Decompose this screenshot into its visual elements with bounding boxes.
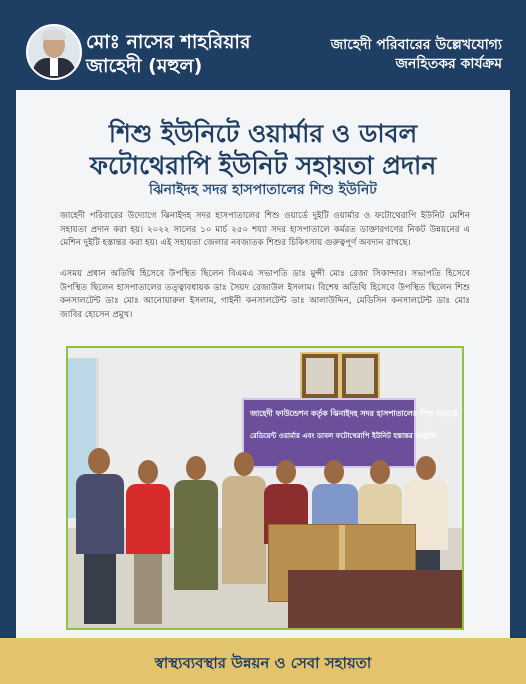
subheadline: ঝিনাইদহ সদর হাসপাতালের শিশু ইউনিট — [149, 182, 377, 198]
header-tagline — [331, 36, 502, 74]
tagline-line-1: জাহেদী পরিবারের উল্লেখযোগ্য — [330, 37, 502, 53]
portrait-frame-left — [300, 352, 340, 400]
paragraph-2: এসময় প্রধান অতিথি হিসেবে উপস্থিত ছিলেন বিএমএ সভাপতি ডাঃ মুন্সী মোঃ রেজা সিকান্দার। সভাপতি হিসেবে উপস্থিত ছিলেন হাসপাতালের তত্ত্বাবধায়ক ডাঃ সৈয়দ রেজাউল ইসলাম। বিশেষ অতিথি হিসেবে উপস্থিত ছিলেন শিশু কনসালটেন্ট ডাঃ মোঃ আনোয়ারুল ইসলাম, গাইনী কনসালটেন্ট ডাঃ আলাউদ্দিন, মেডিসিন কনসালটেন্ট ডাঃ মোঃ জাবির হোসেন প্রমুখ। — [60, 269, 470, 320]
name-line-2: জাহেদী (মহুল) — [86, 55, 203, 77]
content-panel — [16, 90, 510, 638]
tagline-line-2: জনহিতকর কার্যক্রম — [395, 56, 502, 72]
person-name — [86, 30, 250, 78]
portrait-frame-right — [340, 352, 380, 400]
event-photo — [66, 346, 464, 630]
paragraph-1: জাহেদী পরিবারের উদ্যোগে ঝিনাইদহ সদর হাসপাতালের শিশু ওয়ার্ডে দুইটি ওয়ার্মার ও ফটোথেরাপি ইউনিট মেশিন সহায়তা প্রদান করা হয়। ২০২২ সালের ১০ মার্চ ২৫০ শয্যা সদর হাসপাতালে কর্মরত ডাক্তারগণের নিকট উন্নয়নের এ মেশিন দুইটি হস্তান্তর করা হয়। এই সহায়তা জেলার নবজাতক শিশুর চিকিৎসায় গুরুত্বপূর্ণ অবদান রাখছে। — [60, 211, 470, 248]
headline-line-2: ফটোথেরাপি ইউনিট সহায়তা প্রদান — [89, 151, 437, 180]
headline-line-1: শিশু ইউনিটে ওয়ার্মার ও ডাবল — [108, 119, 418, 148]
footer-text: স্বাস্থ্যব্যবস্থার উন্নয়ন ও সেবা সহায়তা — [154, 654, 372, 672]
name-line-1: মোঃ নাসের শাহরিয়ার — [86, 31, 251, 53]
banner-line-1: জাহেদী ফাউন্ডেশন কর্তৃক ঝিনাইদহ সদর হাসপাতালের শিশু ওয়ার্ডে — [250, 409, 458, 418]
event-banner — [242, 398, 458, 468]
footer-bar — [0, 638, 526, 684]
banner-line-2: রেডিয়েন্ট ওয়ার্মার এবং ডাবল ফটোথেরাপি ইউনিট হস্তান্তর অনুষ্ঠান — [250, 432, 437, 440]
avatar — [26, 24, 82, 80]
table — [288, 570, 462, 628]
header — [0, 0, 526, 90]
